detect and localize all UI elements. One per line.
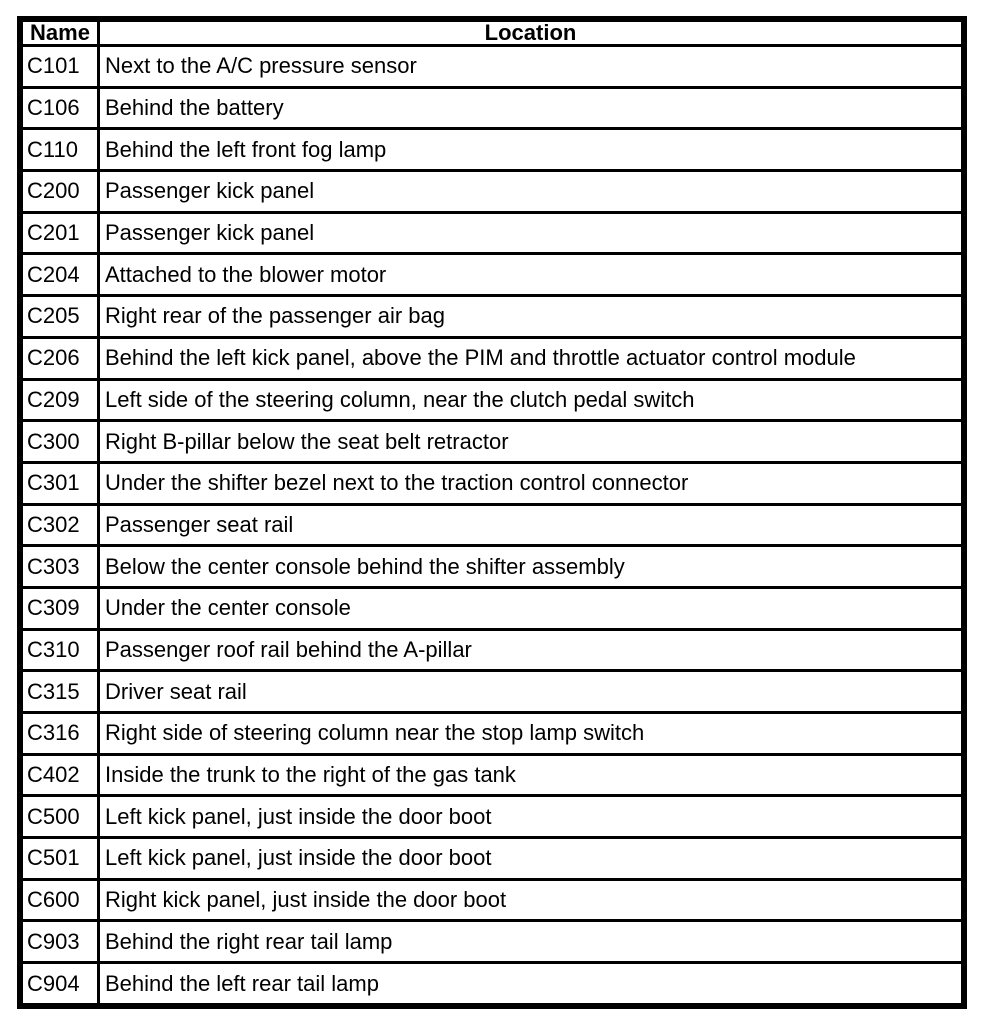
connector-name-cell: C904	[23, 964, 97, 1003]
table-row	[23, 631, 961, 670]
connector-location-cell: Behind the right rear tail lamp	[100, 922, 961, 961]
table-row	[23, 506, 961, 545]
table-row	[23, 339, 961, 378]
connector-location-cell: Left side of the steering column, near the clutch pedal switch	[100, 381, 961, 420]
connector-location-table-frame	[17, 16, 967, 1009]
connector-location-cell: Next to the A/C pressure sensor	[100, 47, 961, 86]
connector-name-cell: C500	[23, 797, 97, 836]
connector-location-cell: Right B-pillar below the seat belt retractor	[100, 422, 961, 461]
table-row	[23, 922, 961, 961]
connector-location-cell: Behind the left kick panel, above the PIM and throttle actuator control module	[100, 339, 961, 378]
connector-location-cell: Inside the trunk to the right of the gas tank	[100, 756, 961, 795]
connector-name-cell: C110	[23, 130, 97, 169]
connector-name-cell: C300	[23, 422, 97, 461]
connector-location-cell: Passenger seat rail	[100, 506, 961, 545]
connector-name-cell: C903	[23, 922, 97, 961]
table-row	[23, 47, 961, 86]
connector-name-cell: C501	[23, 839, 97, 878]
table-row	[23, 130, 961, 169]
connector-location-cell: Below the center console behind the shifter assembly	[100, 547, 961, 586]
table-row	[23, 964, 961, 1003]
table-row	[23, 422, 961, 461]
connector-name-cell: C201	[23, 214, 97, 253]
connector-location-table	[20, 19, 964, 1006]
table-row	[23, 881, 961, 920]
connector-name-cell: C106	[23, 89, 97, 128]
connector-name-cell: C204	[23, 255, 97, 294]
table-row	[23, 214, 961, 253]
connector-name-cell: C200	[23, 172, 97, 211]
table-body	[23, 47, 961, 1003]
connector-name-cell: C301	[23, 464, 97, 503]
connector-location-cell: Attached to the blower motor	[100, 255, 961, 294]
table-row	[23, 89, 961, 128]
table-row	[23, 172, 961, 211]
table-row	[23, 797, 961, 836]
connector-location-cell: Left kick panel, just inside the door boot	[100, 839, 961, 878]
connector-name-cell: C600	[23, 881, 97, 920]
table-row	[23, 464, 961, 503]
connector-location-cell: Right rear of the passenger air bag	[100, 297, 961, 336]
connector-location-cell: Right side of steering column near the stop lamp switch	[100, 714, 961, 753]
connector-location-cell: Right kick panel, just inside the door boot	[100, 881, 961, 920]
connector-name-cell: C315	[23, 672, 97, 711]
table-row	[23, 547, 961, 586]
connector-name-cell: C206	[23, 339, 97, 378]
table-row	[23, 589, 961, 628]
connector-location-cell: Behind the battery	[100, 89, 961, 128]
table-row	[23, 839, 961, 878]
table-header-row	[23, 22, 961, 44]
table-row	[23, 297, 961, 336]
connector-location-cell: Passenger kick panel	[100, 172, 961, 211]
column-header-location: Location	[100, 22, 961, 44]
connector-location-cell: Passenger roof rail behind the A-pillar	[100, 631, 961, 670]
connector-location-cell: Driver seat rail	[100, 672, 961, 711]
connector-name-cell: C302	[23, 506, 97, 545]
table-row	[23, 714, 961, 753]
connector-name-cell: C310	[23, 631, 97, 670]
connector-name-cell: C209	[23, 381, 97, 420]
connector-location-cell: Left kick panel, just inside the door boot	[100, 797, 961, 836]
connector-name-cell: C303	[23, 547, 97, 586]
table-row	[23, 756, 961, 795]
table-row	[23, 672, 961, 711]
column-header-name: Name	[23, 22, 97, 44]
connector-location-cell: Behind the left front fog lamp	[100, 130, 961, 169]
connector-location-cell: Under the shifter bezel next to the traction control connector	[100, 464, 961, 503]
connector-name-cell: C309	[23, 589, 97, 628]
connector-location-cell: Under the center console	[100, 589, 961, 628]
connector-location-cell: Passenger kick panel	[100, 214, 961, 253]
table-row	[23, 381, 961, 420]
connector-name-cell: C101	[23, 47, 97, 86]
connector-name-cell: C402	[23, 756, 97, 795]
connector-name-cell: C205	[23, 297, 97, 336]
connector-name-cell: C316	[23, 714, 97, 753]
table-row	[23, 255, 961, 294]
connector-location-cell: Behind the left rear tail lamp	[100, 964, 961, 1003]
